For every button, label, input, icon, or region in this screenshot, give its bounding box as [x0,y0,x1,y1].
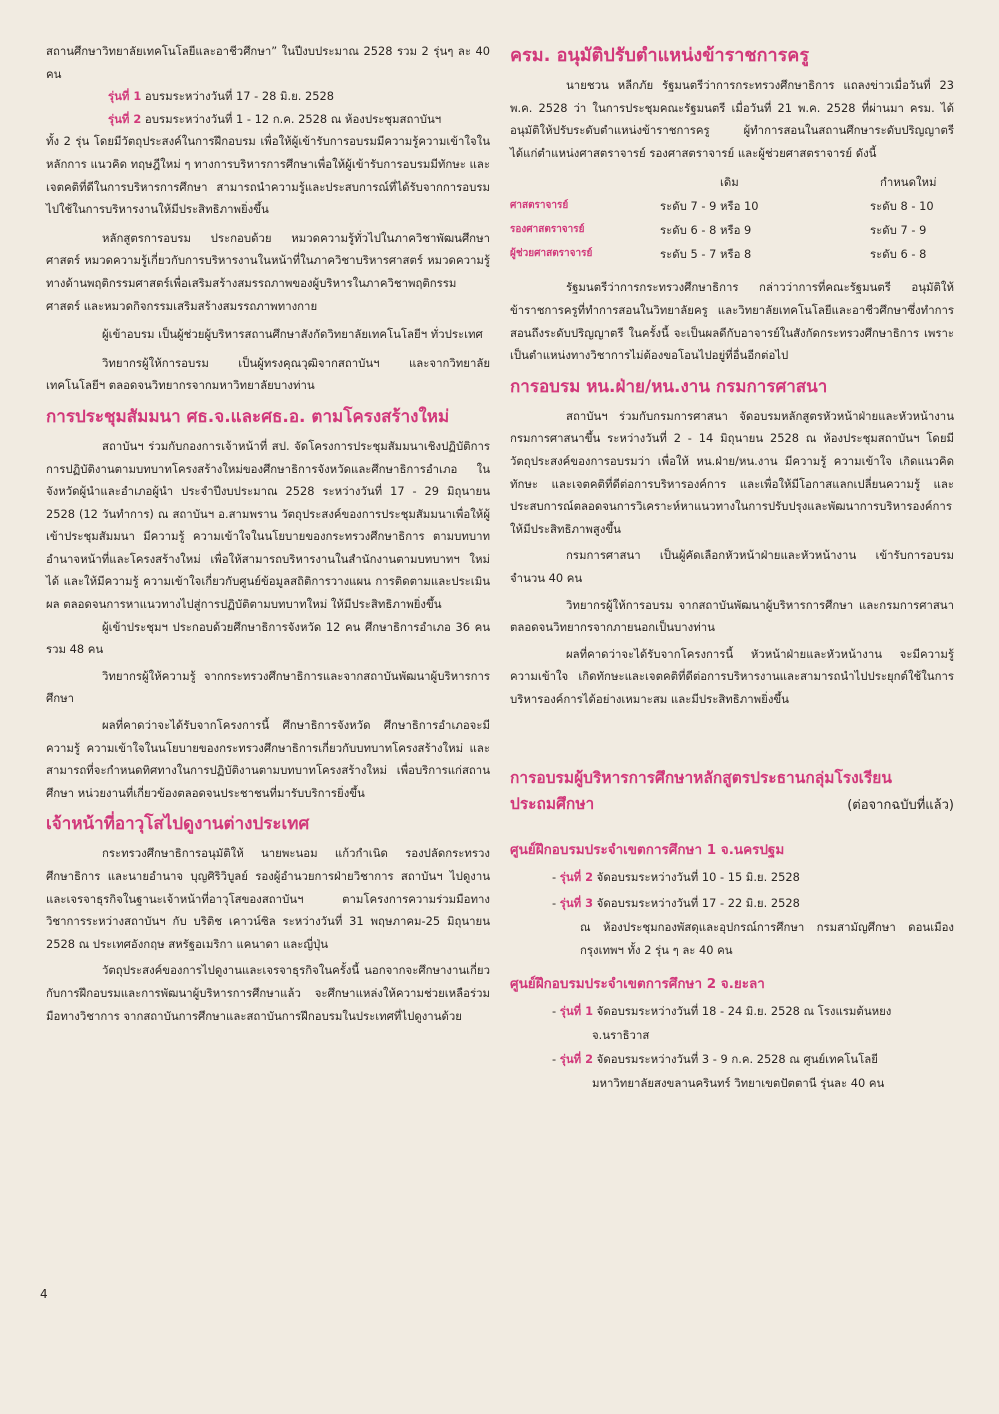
paragraph: สถาบันฯ ร่วมกับกองการเจ้าหน้าที่ สป. จัดโครงการประชุมสัมมนาเชิงปฏิบัติการการปฏิบัติงานตามบทบาทโครงสร้างใหม่ของศึกษาธิการจังหวัดและศึกษาธิการอำเภอ ในจังหวัดผู้นำและอำเภอผู้นำ ประจำปีงบประมาณ 2528 ระหว่างวันที่ 17 - 29 มิถุนายน 2528 (12 วันทำการ) ณ สถาบันฯ อ.สามพราน วัตถุประสงค์ของการประชุมสัมมนาเพื่อให้ผู้เข้าประชุมสัมมนา มีความรู้ ความเข้าใจในนโยบายของกระทรวงศึกษาธิการ ตามบทบาท อำนาจหน้าที่และโครงสร้างใหม่ เพื่อให้สามารถบริหารงานในสำนักงานตามบทบาทฯ ใหม่ได้ และให้มีความรู้ ความเข้าใจเกี่ยวกับศูนย์ข้อมูลสถิติการวางแผน การติดตามและประเมินผล ตลอดจนการหาแนวทางไปสู่การปฏิบัติตามบทบาทใหม่ ให้มีประสิทธิภาพยิ่งขึ้น [46,438,490,612]
paragraph: ผู้เข้าประชุมฯ ประกอบด้วยศึกษาธิการจังหวัด 12 คน ศึกษาธิการอำเภอ 36 คน รวม 48 คน [46,619,490,657]
round-line: รุ่นที่ 2 อบรมระหว่างวันที่ 1 - 12 ก.ค. 2528 ณ ห้องประชุมสถาบันฯ [108,111,442,126]
paragraph: รัฐมนตรีว่าการกระทรวงศึกษาธิการ กล่าวว่าการที่คณะรัฐมนตรี อนุมัติให้ข้าราชการครูที่ทำการสอนในวิทยาลัยครู และวิทยาลัยเทคโนโลยีและอาชีวศึกษาซึ่งทำการสอนถึงระดับปริญญาตรี ในครั้งนี้ จะเป็นผลดีกับอาจารย์ในสังกัดกระทรวงศึกษาธิการ เพราะเป็นตำแหน่งทางวิชาการไม่ต้องขอโอนไปอยู่ที่อื่นอีกต่อไป [510,280,954,363]
center-title: ศูนย์ฝึกอบรมประจำเขตการศึกษา 1 จ.นครปฐม [510,842,785,859]
round-line: รุ่นที่ 1 อบรมระหว่างวันที่ 17 - 28 มิ.ย. 2528 [108,89,335,104]
list-item-continuation: ณ ห้องประชุมกองพัสดุและอุปกรณ์การศึกษา กรมสามัญศึกษา ดอนเมือง กรุงเทพฯ ทั้ง 2 รุ่น ๆ ละ 40 คน [580,920,954,958]
rank-name: ศาสตราจารย์ [510,200,569,212]
section-heading: เจ้าหน้าที่อาวุโสไปดูงานต่างประเทศ [46,814,310,835]
section-heading: การอบรม หน.ฝ่าย/หน.งาน กรมการศาสนา [510,376,828,397]
paragraph: กระทรวงศึกษาธิการอนุมัติให้ นายพะนอม แก้วกำเนิด รองปลัดกระทรวงศึกษาธิการ และนายอำนาจ บุญศิริวิบูลย์ รองผู้อำนวยการฝ่ายวิชาการ สถาบันฯ ไปดูงานและเจรจาธุรกิจในฐานะเจ้าหน้าที่อาวุโสของสถาบันฯ ตามโครงการความร่วมมือทางวิชาการระหว่างสถาบันฯ กับ บริติช เคาวน์ซิล ระหว่างวันที่ 31 พฤษภาคม-25 มิถุนายน 2528 ณ ประเทศอังกฤษ สหรัฐอเมริกา แคนาดา และญี่ปุ่น [46,846,490,951]
list-item: - รุ่นที่ 2 จัดอบรมระหว่างวันที่ 3 - 9 ก.ค. 2528 ณ ศูนย์เทคโนโลยี [552,1052,878,1067]
list-item: - รุ่นที่ 3 จัดอบรมระหว่างวันที่ 17 - 22 มิ.ย. 2528 [552,896,800,911]
paragraph: วัตถุประสงค์ของการไปดูงานและเจรจาธุรกิจในครั้งนี้ นอกจากจะศึกษางานเกี่ยวกับการฝึกอบรมและการพัฒนาผู้บริหารการศึกษาแล้ว จะศึกษาแหล่งให้ความช่วยเหลือร่วมมือทางวิชาการ จากสถาบันการศึกษาและสถาบันการฝึกอบรมในประเทศที่ไปดูงานด้วย [46,963,490,1023]
table-row [510,218,937,242]
rank-new: ระดับ 6 - 8 [870,247,927,262]
rank-new: ระดับ 8 - 10 [870,199,934,214]
paragraph: หลักสูตรการอบรม ประกอบด้วย หมวดความรู้ทั่วไปในภาควิชาพัฒนศึกษาศาสตร์ หมวดความรู้เกี่ยวกับการบริหารงานในหน้าที่ในภาควิชาบริหารศาสตร์ หมวดความรู้ทางด้านพฤติกรรมศาสตร์เพื่อเสริมสร้างสมรรถภาพของผู้บริหารในภาควิชาพฤติกรรมศาสตร์ และหมวดกิจกรรมเสริมสร้างสมรรถภาพทางกาย [46,230,490,313]
right-column [510,40,954,1095]
paragraph: ทั้ง 2 รุ่น โดยมีวัตถุประสงค์ในการฝึกอบรม เพื่อให้ผู้เข้ารับการอบรมมีความรู้ความเข้าใจในหลักการ แนวคิด ทฤษฎีใหม่ ๆ ทางการบริหารการศึกษาเพื่อให้ผู้เข้ารับการอบรมมีทักษะ และเจตคติที่ดีในการบริหารการศึกษา สามารถนำความรู้และประสบการณ์ที่ได้รับจากการอบรมไปใช้ในการบริหารงานให้มีประสิทธิภาพยิ่งขึ้น [46,134,490,217]
paragraph: วิทยากรผู้ให้ความรู้ จากกระทรวงศึกษาธิการและจากสถาบันพัฒนาผู้บริหารการศึกษา [46,668,490,706]
list-item-continuation: จ.นราธิวาส [592,1027,650,1042]
list-item-continuation: มหาวิทยาลัยสงขลานครินทร์ วิทยาเขตปัตตานี รุ่นละ 40 คน [592,1076,885,1091]
section-heading: ครม. อนุมัติปรับตำแหน่งข้าราชการครู [510,45,810,66]
table-row [510,194,937,218]
left-column [46,40,490,1027]
paragraph: วิทยากรผู้ให้การอบรม เป็นผู้ทรงคุณวุฒิจากสถาบันฯ และจากวิทยาลัยเทคโนโลยีฯ ตลอดจนวิทยากรจากมหาวิทยาลัยบางท่าน [46,355,490,393]
rank-new: ระดับ 7 - 9 [870,223,927,238]
paragraph: กรมการศาสนา เป็นผู้คัดเลือกหัวหน้าฝ่ายและหัวหน้างาน เข้ารับการอบรมจำนวน 40 คน [510,548,954,585]
rank-old: ระดับ 7 - 9 หรือ 10 [660,199,759,214]
table-header [510,170,937,194]
column-new: กำหนดใหม่ [880,175,937,190]
section-heading: การอบรมผู้บริหารการศึกษาหลักสูตรประธานกลุ่มโรงเรียน [510,769,892,788]
column-old: เดิม [720,175,739,190]
paragraph: ผลที่คาดว่าจะได้รับจากโครงการนี้ ศึกษาธิการจังหวัด ศึกษาธิการอำเภอจะมีความรู้ ความเข้าใจในนโยบายของกระทรวงศึกษาธิการเกี่ยวกับบทบาทโครงสร้างใหม่ และสามารถที่จะกำหนดทิศทางในการปฏิบัติงานตามบทบาทโครงสร้างใหม่ เพื่อบริการแก่สถานศึกษา หน่วยงานที่เกี่ยวข้องตลอดจนประชาชนที่มารับบริการยิ่งขึ้น [46,718,490,800]
page-number: 4 [40,1287,48,1301]
rank-old: ระดับ 5 - 7 หรือ 8 [660,247,752,262]
rank-name: ผู้ช่วยศาสตราจารย์ [510,248,593,260]
list-item: - รุ่นที่ 2 จัดอบรมระหว่างวันที่ 10 - 15 มิ.ย. 2528 [552,870,800,885]
paragraph: ผู้เข้าอบรม เป็นผู้ช่วยผู้บริหารสถานศึกษาสังกัดวิทยาลัยเทคโนโลยีฯ ทั่วประเทศ [102,327,483,342]
table-row [510,242,937,266]
paragraph: ผลที่คาดว่าจะได้รับจากโครงการนี้ หัวหน้าฝ่ายและหัวหน้างาน จะมีความรู้ ความเข้าใจ เกิดทักษะและเจตคติที่ดีต่อการบริหารงานและสามารถนำไปประยุกต์ใช้ในการบริหารองค์การได้อย่างเหมาะสม และมีประสิทธิภาพยิ่งขึ้น [510,646,954,706]
rank-table [510,170,937,266]
paragraph: นายชวน หลีกภัย รัฐมนตรีว่าการกระทรวงศึกษาธิการ แถลงข่าวเมื่อวันที่ 23 พ.ค. 2528 ว่า ในการประชุมคณะรัฐมนตรี เมื่อวันที่ 21 พ.ค. 2528 ที่ผ่านมา ครม. ได้อนุมัติให้ปรับระดับตำแหน่งข้าราชการครู ผู้ทำการสอนในสถานศึกษาระดับปริญญาตรี ได้แก่ตำแหน่งศาสตราจารย์ รองศาสตราจารย์ และผู้ช่วยศาสตราจารย์ ดังนี้ [510,78,954,160]
continued-note: (ต่อจากฉบับที่แล้ว) [847,798,954,814]
section-heading-line2: ประถมศึกษา [510,795,595,814]
rank-old: ระดับ 6 - 8 หรือ 9 [660,223,752,238]
rank-name: รองศาสตราจารย์ [510,224,585,236]
list-item: - รุ่นที่ 1 จัดอบรมระหว่างวันที่ 18 - 24 มิ.ย. 2528 ณ โรงแรมต้นหยง [552,1003,892,1018]
center-title: ศูนย์ฝึกอบรมประจำเขตการศึกษา 2 จ.ยะลา [510,975,765,992]
paragraph: สถาบันฯ ร่วมกับกรมการศาสนา จัดอบรมหลักสูตรหัวหน้าฝ่ายและหัวหน้างาน กรมการศาสนาขึ้น ระหว่างวันที่ 2 - 14 มิถุนายน 2528 ณ ห้องประชุมสถาบันฯ โดยมีวัตถุประสงค์ของการอบรมว่า เพื่อให้ หน.ฝ่าย/หน.งาน มีความรู้ ความเข้าใจ เกิดแนวคิด ทักษะ และเจตคติที่ดีต่อการบริหารองค์การ และเพื่อให้มีโอกาสแลกเปลี่ยนความรู้ และประสบการณ์ตลอดจนการวิเคราะห์หาแนวทางในการปรับปรุงและพัฒนาการบริหารองค์การให้มีประสิทธิภาพสูงขึ้น [510,408,954,536]
paragraph: สถานศึกษาวิทยาลัยเทคโนโลยีและอาชีวศึกษา” ในปีงบประมาณ 2528 รวม 2 รุ่นๆ ละ 40 คน [46,44,490,81]
section-heading: การประชุมสัมมนา ศธ.จ.และศธ.อ. ตามโครงสร้างใหม่ [46,406,450,427]
paragraph: วิทยากรผู้ให้การอบรม จากสถาบันพัฒนาผู้บริหารการศึกษา และกรมการศาสนา ตลอดจนวิทยากรจากภายนอกเป็นบางท่าน [510,597,954,635]
section-heading-continued [510,792,954,816]
